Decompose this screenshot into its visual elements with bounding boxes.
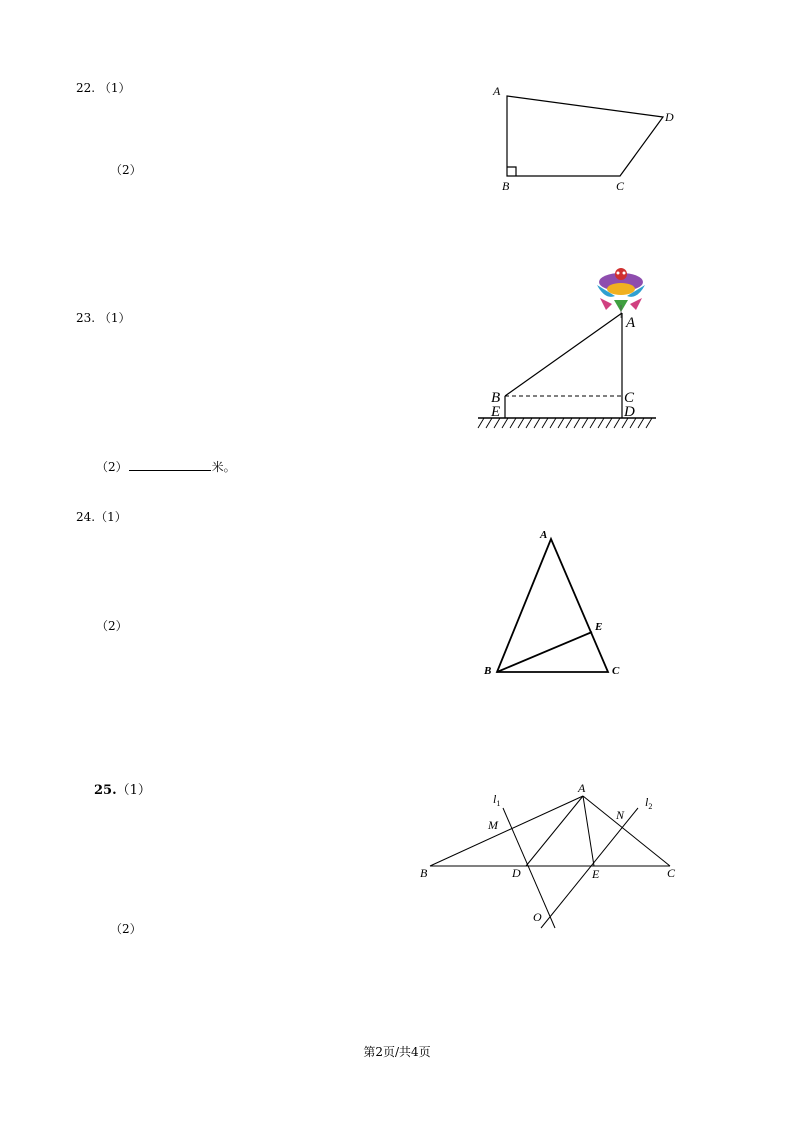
figure-25 [430,796,670,928]
quadrilateral-abcd [507,96,663,176]
label-m: M [488,818,498,832]
label-b: B [484,665,492,677]
label-b: B [491,390,501,406]
label-a: A [626,315,636,331]
part-1-label: （1） [98,81,131,95]
page-footer [0,1043,794,1060]
label-d: D [665,110,674,124]
label-a: A [493,84,501,98]
part-2-label: （2） [96,460,128,474]
part-2-label: （2） [110,163,142,177]
label-a: A [578,781,586,795]
label-e: E [491,404,501,420]
label-c: C [616,179,625,193]
question-number: 25. [94,783,117,798]
question-number: 22. [76,81,96,95]
segment-ae [583,796,594,866]
part-1-label: （1） [95,510,127,524]
label-l2: $l_2$ [645,795,653,811]
line-l2 [541,808,638,928]
part-1-label: （1） [98,311,131,325]
label-l1: $l_1$ [493,792,501,808]
part-2-label: （2） [110,922,142,936]
unit-label: 米。 [211,460,236,474]
label-c: C [612,665,620,677]
label-n: N [616,808,625,822]
label-c: C [624,390,635,406]
label-e: E [592,867,600,881]
line-l1 [503,808,555,928]
segment-ba [430,796,583,866]
label-e: E [595,621,603,633]
part-1-label: （1） [116,783,151,798]
triangle-abc [497,539,608,672]
kite-icon [597,268,645,318]
label-d: D [512,866,521,880]
page-indicator: 第2页/共4页 [363,1045,431,1059]
label-d: D [624,404,635,420]
segment-ac [583,796,670,866]
label-a: A [540,529,548,541]
label-b: B [502,179,510,193]
segment-ad [526,796,583,866]
figure-22 [507,96,663,176]
right-angle-marker [507,167,516,176]
question-number: 24. [76,510,96,524]
label-b: B [420,866,428,880]
part-2-label: （2） [96,619,128,633]
question-number: 23. [76,311,96,325]
figure-24 [497,539,608,672]
label-o: O [533,910,542,924]
label-c: C [667,866,676,880]
